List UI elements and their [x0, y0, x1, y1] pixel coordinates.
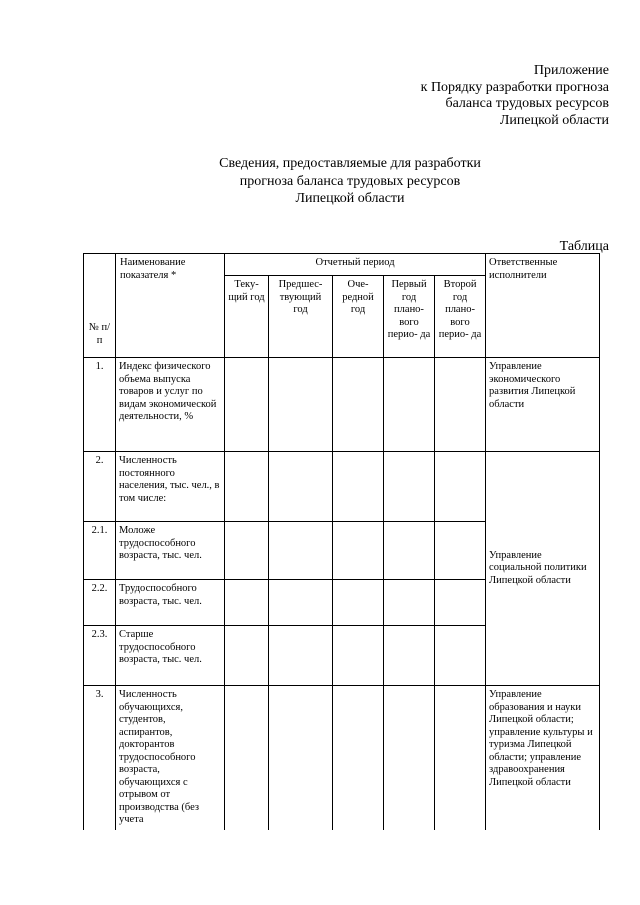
value-cell [384, 522, 435, 580]
value-cell [269, 626, 333, 686]
row-name: Моложе трудоспособного возраста, тыс. чел. [116, 522, 225, 580]
document-heading [0, 155, 640, 208]
header-responsible: Ответственные исполнители [486, 254, 600, 358]
value-cell [435, 522, 486, 580]
row-no: 3. [84, 686, 116, 830]
value-cell [333, 686, 384, 830]
row-name: Старше трудоспособного возраста, тыс. чел. [116, 626, 225, 686]
appendix-line: баланса трудовых ресурсов [445, 96, 609, 111]
value-cell [225, 626, 269, 686]
header-name: Наименование показателя * [116, 254, 225, 358]
table-row [84, 686, 600, 830]
row-no: 1. [84, 358, 116, 452]
value-cell [384, 686, 435, 830]
header-period-plan2: Второй год плано- вого перио- да [435, 276, 486, 358]
data-table [83, 253, 600, 830]
row-responsible: Управление социальной политики Липецкой области [486, 452, 600, 686]
row-responsible: Управление экономического развития Липецкой области [486, 358, 600, 452]
value-cell [384, 580, 435, 626]
value-cell [384, 626, 435, 686]
appendix-line: Приложение [533, 63, 609, 78]
value-cell [384, 358, 435, 452]
row-no: 2.2. [84, 580, 116, 626]
header-no: № п/п [84, 254, 116, 358]
value-cell [333, 452, 384, 522]
table-row [84, 452, 600, 522]
value-cell [435, 626, 486, 686]
header-period-plan1: Первый год плано- вого перио- да [384, 276, 435, 358]
row-name: Трудоспособного возраста, тыс. чел. [116, 580, 225, 626]
value-cell [435, 686, 486, 830]
value-cell [269, 452, 333, 522]
table-label: Таблица [559, 239, 609, 254]
row-name: Численность постоянного населения, тыс. чел., в том числе: [116, 452, 225, 522]
table-row [84, 358, 600, 452]
value-cell [333, 522, 384, 580]
row-no: 2.3. [84, 626, 116, 686]
heading-line: прогноза баланса трудовых ресурсов [239, 173, 461, 189]
appendix-line: к Порядку разработки прогноза [420, 79, 609, 95]
header-period-next: Оче- редной год [333, 276, 384, 358]
appendix-line: Липецкой области [499, 112, 609, 128]
value-cell [435, 452, 486, 522]
value-cell [333, 580, 384, 626]
value-cell [225, 580, 269, 626]
header-period-group: Отчетный период [225, 254, 486, 276]
row-name: Индекс физического объема выпуска товаров и услуг по видам экономической деятельности, % [116, 358, 225, 452]
row-no: 2. [84, 452, 116, 522]
value-cell [269, 358, 333, 452]
value-cell [225, 686, 269, 830]
row-no: 2.1. [84, 522, 116, 580]
value-cell [225, 358, 269, 452]
value-cell [435, 358, 486, 452]
value-cell [435, 580, 486, 626]
value-cell [333, 626, 384, 686]
heading-line: Липецкой области [295, 191, 405, 206]
row-name: Численность обучающихся, студентов, аспирантов, докторантов трудоспособного возраста, обучающихся с отрывом от производства (без учета [116, 686, 225, 830]
header-period-previous: Предшес- твующий год [269, 276, 333, 358]
value-cell [269, 522, 333, 580]
value-cell [269, 580, 333, 626]
value-cell [333, 358, 384, 452]
row-responsible: Управление образования и науки Липецкой области; управление культуры и туризма Липецкой области; управление здравоохранения Липецкой области [486, 686, 600, 830]
value-cell [384, 452, 435, 522]
header-period-current: Теку- щий год [225, 276, 269, 358]
value-cell [269, 686, 333, 830]
value-cell [225, 522, 269, 580]
appendix-block [421, 63, 609, 129]
value-cell [225, 452, 269, 522]
heading-line: Сведения, предоставляемые для разработки [219, 156, 481, 171]
